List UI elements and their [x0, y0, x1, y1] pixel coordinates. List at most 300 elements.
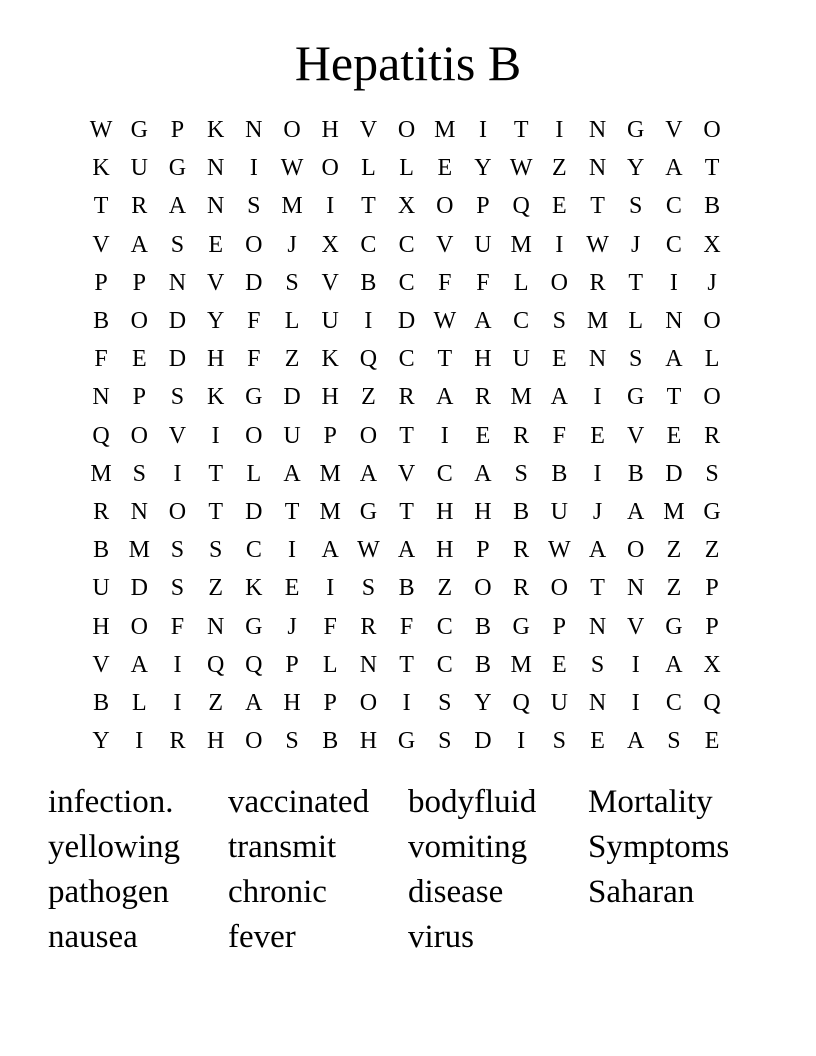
grid-letter: V: [168, 422, 187, 449]
grid-letter: U: [550, 498, 569, 525]
grid-letter: S: [170, 575, 185, 602]
grid-letter: Q: [512, 689, 530, 716]
grid-letter: O: [550, 269, 569, 296]
grid-row: [82, 569, 732, 607]
grid-letter: M: [90, 460, 112, 487]
grid-letter: Z: [666, 537, 682, 564]
grid-letter: L: [246, 460, 262, 487]
grid-letter: T: [590, 193, 605, 220]
grid-letter: N: [588, 117, 607, 144]
grid-letter: L: [628, 308, 644, 335]
grid-letter: P: [170, 117, 185, 144]
grid-row: [82, 684, 732, 722]
grid-letter: W: [357, 537, 380, 564]
grid-letter: N: [588, 613, 607, 640]
grid-letter: U: [130, 155, 148, 182]
grid-letter: P: [476, 193, 490, 220]
grid-letter: L: [399, 155, 414, 182]
grid-letter: M: [663, 498, 685, 525]
grid-letter: V: [321, 269, 339, 296]
grid-letter: I: [478, 117, 487, 144]
grid-letter: B: [360, 269, 377, 296]
grid-letter: J: [287, 231, 297, 258]
grid-letter: G: [627, 384, 645, 411]
grid-letter: Q: [703, 689, 721, 716]
grid-letter: C: [360, 231, 377, 258]
grid-letter: A: [283, 460, 301, 487]
grid-letter: O: [245, 422, 263, 449]
grid-letter: F: [247, 308, 261, 335]
grid-letter: P: [285, 651, 299, 678]
grid-letter: Z: [666, 575, 682, 602]
grid-letter: I: [517, 728, 526, 755]
grid-letter: T: [704, 155, 720, 182]
grid-letter: L: [131, 689, 147, 716]
grid-letter: C: [245, 537, 262, 564]
grid-letter: I: [173, 651, 182, 678]
grid-letter: M: [281, 193, 303, 220]
grid-letter: O: [703, 308, 721, 335]
grid-letter: P: [552, 613, 567, 640]
grid-letter: V: [92, 651, 110, 678]
grid-letter: G: [168, 155, 187, 182]
grid-letter: A: [627, 728, 645, 755]
grid-letter: M: [319, 498, 341, 525]
grid-letter: O: [359, 689, 378, 716]
grid-letter: S: [590, 651, 605, 678]
grid-letter: H: [474, 346, 492, 373]
grid-letter: I: [631, 689, 640, 716]
grid-letter: B: [93, 537, 110, 564]
grid-letter: U: [474, 231, 492, 258]
grid-letter: G: [703, 498, 721, 525]
grid-letter: A: [665, 155, 683, 182]
grid-letter: A: [436, 384, 454, 411]
grid-letter: U: [283, 422, 301, 449]
grid-letter: W: [548, 537, 571, 564]
grid-letter: L: [704, 346, 720, 373]
grid-letter: A: [665, 651, 683, 678]
grid-letter: O: [168, 498, 187, 525]
grid-letter: C: [513, 308, 530, 335]
grid-row: [82, 646, 732, 684]
grid-letter: S: [438, 728, 452, 755]
grid-letter: Q: [359, 346, 378, 373]
grid-letter: Q: [512, 193, 530, 220]
grid-letter: S: [438, 689, 452, 716]
grid-letter: Z: [361, 384, 376, 411]
grid-letter: R: [131, 193, 148, 220]
grid-letter: T: [93, 193, 109, 220]
grid-letter: I: [555, 117, 564, 144]
grid-letter: D: [397, 308, 416, 335]
grid-letter: O: [627, 537, 645, 564]
grid-letter: F: [323, 613, 337, 640]
grid-letter: R: [589, 269, 606, 296]
grid-letter: B: [322, 728, 339, 755]
grid-letter: H: [436, 537, 454, 564]
grid-letter: A: [588, 537, 607, 564]
grid-letter: V: [627, 422, 645, 449]
grid-letter: R: [704, 422, 721, 449]
grid-letter: Y: [206, 308, 225, 335]
grid-letter: S: [170, 537, 185, 564]
grid-letter: Y: [92, 728, 110, 755]
grid-row: [82, 149, 732, 187]
grid-letter: S: [285, 269, 299, 296]
grid-letter: R: [513, 575, 530, 602]
grid-letter: I: [402, 689, 411, 716]
grid-letter: K: [92, 155, 110, 182]
grid-letter: I: [440, 422, 449, 449]
grid-letter: N: [665, 308, 683, 335]
word-bank-item: Symptoms: [588, 829, 730, 865]
grid-row: [82, 264, 732, 302]
grid-letter: Y: [474, 155, 492, 182]
grid-letter: B: [627, 460, 644, 487]
grid-letter: D: [474, 728, 492, 755]
grid-letter: G: [512, 613, 530, 640]
grid-letter: A: [245, 689, 263, 716]
grid-letter: O: [245, 728, 263, 755]
grid-letter: S: [247, 193, 261, 220]
grid-letter: I: [173, 689, 182, 716]
grid-row: [82, 531, 732, 569]
grid-letter: T: [361, 193, 376, 220]
grid-letter: B: [93, 308, 110, 335]
grid-letter: M: [510, 384, 532, 411]
grid-letter: T: [399, 422, 414, 449]
grid-letter: D: [130, 575, 148, 602]
grid-letter: Z: [704, 537, 720, 564]
grid-letter: I: [364, 308, 373, 335]
grid-letter: S: [208, 537, 223, 564]
grid-letter: V: [627, 613, 645, 640]
grid-letter: S: [629, 346, 643, 373]
grid-letter: B: [513, 498, 530, 525]
grid-letter: C: [436, 651, 453, 678]
grid-letter: P: [94, 269, 108, 296]
grid-letter: Z: [437, 575, 453, 602]
grid-letter: P: [132, 384, 146, 411]
grid-letter: E: [131, 346, 147, 373]
grid-letter: O: [550, 575, 569, 602]
grid-row: [82, 417, 732, 455]
word-bank-item: transmit: [228, 829, 337, 865]
grid-letter: I: [135, 728, 144, 755]
grid-letter: J: [592, 498, 603, 525]
grid-letter: M: [586, 308, 609, 335]
grid-letter: R: [169, 728, 186, 755]
grid-letter: E: [437, 155, 453, 182]
grid-letter: H: [321, 117, 339, 144]
grid-letter: N: [245, 117, 263, 144]
grid-letter: N: [206, 155, 225, 182]
grid-letter: S: [514, 460, 528, 487]
grid-letter: T: [208, 498, 223, 525]
grid-letter: O: [397, 117, 416, 144]
grid-letter: G: [359, 498, 378, 525]
grid-letter: T: [628, 269, 644, 296]
grid-letter: N: [588, 155, 607, 182]
grid-letter: Y: [474, 689, 492, 716]
grid-letter: E: [590, 422, 605, 449]
word-bank-item: fever: [228, 919, 296, 955]
grid-letter: V: [436, 231, 454, 258]
grid-letter: M: [510, 651, 532, 678]
word-bank-item: bodyfluid: [408, 784, 537, 820]
grid-letter: S: [629, 193, 643, 220]
grid-letter: W: [586, 231, 609, 258]
grid-letter: S: [132, 460, 146, 487]
grid-letter: O: [359, 422, 378, 449]
grid-letter: X: [703, 651, 721, 678]
grid-letter: W: [280, 155, 304, 182]
grid-letter: R: [398, 384, 415, 411]
grid-letter: V: [92, 231, 110, 258]
grid-letter: F: [476, 269, 490, 296]
grid-letter: B: [93, 689, 110, 716]
grid-letter: R: [513, 537, 530, 564]
grid-letter: L: [322, 651, 338, 678]
grid-letter: A: [359, 460, 378, 487]
grid-letter: Q: [92, 422, 110, 449]
grid-letter: I: [326, 193, 335, 220]
grid-letter: I: [211, 422, 220, 449]
grid-letter: H: [436, 498, 454, 525]
word-bank-item: pathogen: [48, 874, 169, 910]
grid-letter: C: [665, 193, 682, 220]
grid-letter: F: [399, 613, 414, 640]
grid-letter: K: [206, 117, 225, 144]
grid-letter: C: [398, 231, 415, 258]
grid-letter: I: [288, 537, 297, 564]
grid-letter: F: [94, 346, 108, 373]
grid-letter: A: [168, 193, 187, 220]
grid-letter: F: [438, 269, 452, 296]
grid-letter: G: [627, 117, 645, 144]
grid-letter: A: [397, 537, 416, 564]
grid-letter: T: [208, 460, 223, 487]
grid-letter: I: [593, 384, 602, 411]
grid-letter: C: [665, 689, 682, 716]
grid-letter: O: [436, 193, 454, 220]
grid-letter: W: [509, 155, 533, 182]
grid-letter: E: [552, 193, 567, 220]
grid-letter: M: [510, 231, 532, 258]
word-bank-item: Mortality: [588, 784, 713, 820]
grid-letter: P: [476, 537, 490, 564]
grid-letter: A: [130, 651, 148, 678]
grid-letter: G: [245, 613, 263, 640]
grid-letter: J: [707, 269, 717, 296]
grid-letter: T: [399, 498, 414, 525]
grid-letter: C: [665, 231, 682, 258]
grid-letter: E: [552, 346, 567, 373]
grid-row: [82, 340, 732, 378]
grid-letter: B: [474, 613, 491, 640]
grid-letter: K: [245, 575, 263, 602]
grid-letter: A: [130, 231, 148, 258]
grid-row: [82, 722, 732, 760]
grid-letter: O: [703, 117, 721, 144]
grid-letter: I: [249, 155, 258, 182]
grid-row: [82, 378, 732, 416]
grid-letter: N: [588, 346, 607, 373]
word-bank-item: virus: [408, 919, 474, 955]
grid-letter: J: [631, 231, 641, 258]
grid-letter: E: [475, 422, 491, 449]
grid-letter: T: [666, 384, 682, 411]
grid-letter: Q: [206, 651, 225, 678]
grid-letter: S: [552, 308, 567, 335]
grid-letter: R: [360, 613, 377, 640]
grid-letter: O: [245, 231, 263, 258]
grid-letter: M: [319, 460, 341, 487]
grid-letter: A: [550, 384, 569, 411]
grid-letter: E: [704, 728, 720, 755]
grid-letter: P: [132, 269, 146, 296]
grid-letter: H: [474, 498, 492, 525]
word-bank-item: vomiting: [408, 829, 528, 865]
grid-letter: C: [436, 613, 453, 640]
grid-letter: J: [287, 613, 297, 640]
grid-letter: E: [552, 651, 567, 678]
grid-letter: D: [665, 460, 683, 487]
grid-row: [82, 493, 732, 531]
grid-letter: F: [170, 613, 185, 640]
word-bank-item: chronic: [228, 874, 327, 910]
grid-letter: S: [170, 231, 185, 258]
grid-letter: I: [631, 651, 640, 678]
grid-letter: H: [321, 384, 339, 411]
grid-letter: O: [283, 117, 301, 144]
grid-letter: V: [397, 460, 416, 487]
grid-letter: P: [323, 689, 337, 716]
grid-letter: S: [667, 728, 681, 755]
grid-letter: M: [434, 117, 456, 144]
grid-letter: D: [283, 384, 301, 411]
grid-letter: D: [245, 269, 263, 296]
grid-letter: D: [168, 308, 187, 335]
grid-letter: S: [361, 575, 376, 602]
grid-letter: I: [326, 575, 335, 602]
grid-letter: C: [436, 460, 453, 487]
grid-letter: H: [92, 613, 110, 640]
grid-letter: T: [590, 575, 605, 602]
grid-row: [82, 226, 732, 264]
grid-letter: S: [170, 384, 185, 411]
grid-letter: Z: [208, 575, 223, 602]
grid-letter: S: [285, 728, 299, 755]
grid-letter: C: [398, 269, 415, 296]
word-bank-item: Saharan: [588, 874, 695, 910]
grid-letter: N: [359, 651, 378, 678]
grid-letter: V: [206, 269, 225, 296]
grid-letter: F: [552, 422, 567, 449]
grid-letter: E: [666, 422, 682, 449]
grid-letter: O: [703, 384, 721, 411]
grid-letter: E: [284, 575, 300, 602]
grid-letter: G: [397, 728, 416, 755]
grid-letter: P: [705, 575, 719, 602]
grid-letter: O: [321, 155, 339, 182]
word-bank-item: infection.: [48, 784, 174, 820]
grid-letter: I: [593, 460, 602, 487]
grid-letter: U: [321, 308, 339, 335]
grid-letter: E: [208, 231, 223, 258]
grid-letter: A: [321, 537, 339, 564]
grid-letter: T: [284, 498, 300, 525]
grid-letter: B: [474, 651, 491, 678]
grid-letter: T: [513, 117, 529, 144]
grid-letter: T: [399, 651, 414, 678]
grid-letter: I: [669, 269, 678, 296]
grid-letter: O: [130, 613, 148, 640]
grid-letter: H: [206, 728, 225, 755]
grid-letter: N: [627, 575, 645, 602]
grid-letter: N: [168, 269, 187, 296]
grid-letter: G: [130, 117, 148, 144]
grid-letter: O: [130, 422, 148, 449]
grid-letter: D: [168, 346, 187, 373]
grid-letter: N: [206, 613, 225, 640]
grid-letter: B: [551, 460, 568, 487]
grid-letter: L: [513, 269, 529, 296]
grid-letter: U: [92, 575, 110, 602]
grid-letter: V: [359, 117, 378, 144]
grid-letter: U: [512, 346, 530, 373]
grid-letter: N: [588, 689, 607, 716]
grid-letter: Z: [552, 155, 567, 182]
grid-letter: H: [206, 346, 225, 373]
grid-letter: A: [474, 308, 492, 335]
grid-letter: V: [665, 117, 683, 144]
grid-letter: R: [513, 422, 530, 449]
grid-letter: W: [433, 308, 457, 335]
grid-letter: D: [245, 498, 263, 525]
grid-letter: A: [665, 346, 683, 373]
grid-letter: O: [474, 575, 492, 602]
grid-letter: X: [321, 231, 339, 258]
word-bank: [48, 780, 768, 960]
grid-row: [82, 302, 732, 340]
grid-letter: N: [92, 384, 110, 411]
grid-letter: N: [130, 498, 148, 525]
grid-letter: R: [474, 384, 491, 411]
grid-letter: K: [206, 384, 225, 411]
word-bank-item: yellowing: [48, 829, 180, 865]
grid-letter: L: [284, 308, 300, 335]
grid-row: [82, 111, 732, 149]
grid-letter: X: [397, 193, 416, 220]
grid-letter: B: [704, 193, 721, 220]
grid-letter: A: [627, 498, 645, 525]
grid-letter: E: [590, 728, 605, 755]
grid-letter: K: [321, 346, 339, 373]
grid-letter: I: [173, 460, 182, 487]
grid-letter: W: [89, 117, 113, 144]
grid-letter: B: [398, 575, 415, 602]
grid-row: [82, 455, 732, 493]
grid-letter: Q: [245, 651, 263, 678]
grid-letter: P: [705, 613, 719, 640]
grid-letter: Z: [284, 346, 300, 373]
word-search-grid: [82, 111, 732, 760]
grid-letter: H: [283, 689, 301, 716]
grid-letter: G: [245, 384, 263, 411]
grid-letter: M: [128, 537, 150, 564]
